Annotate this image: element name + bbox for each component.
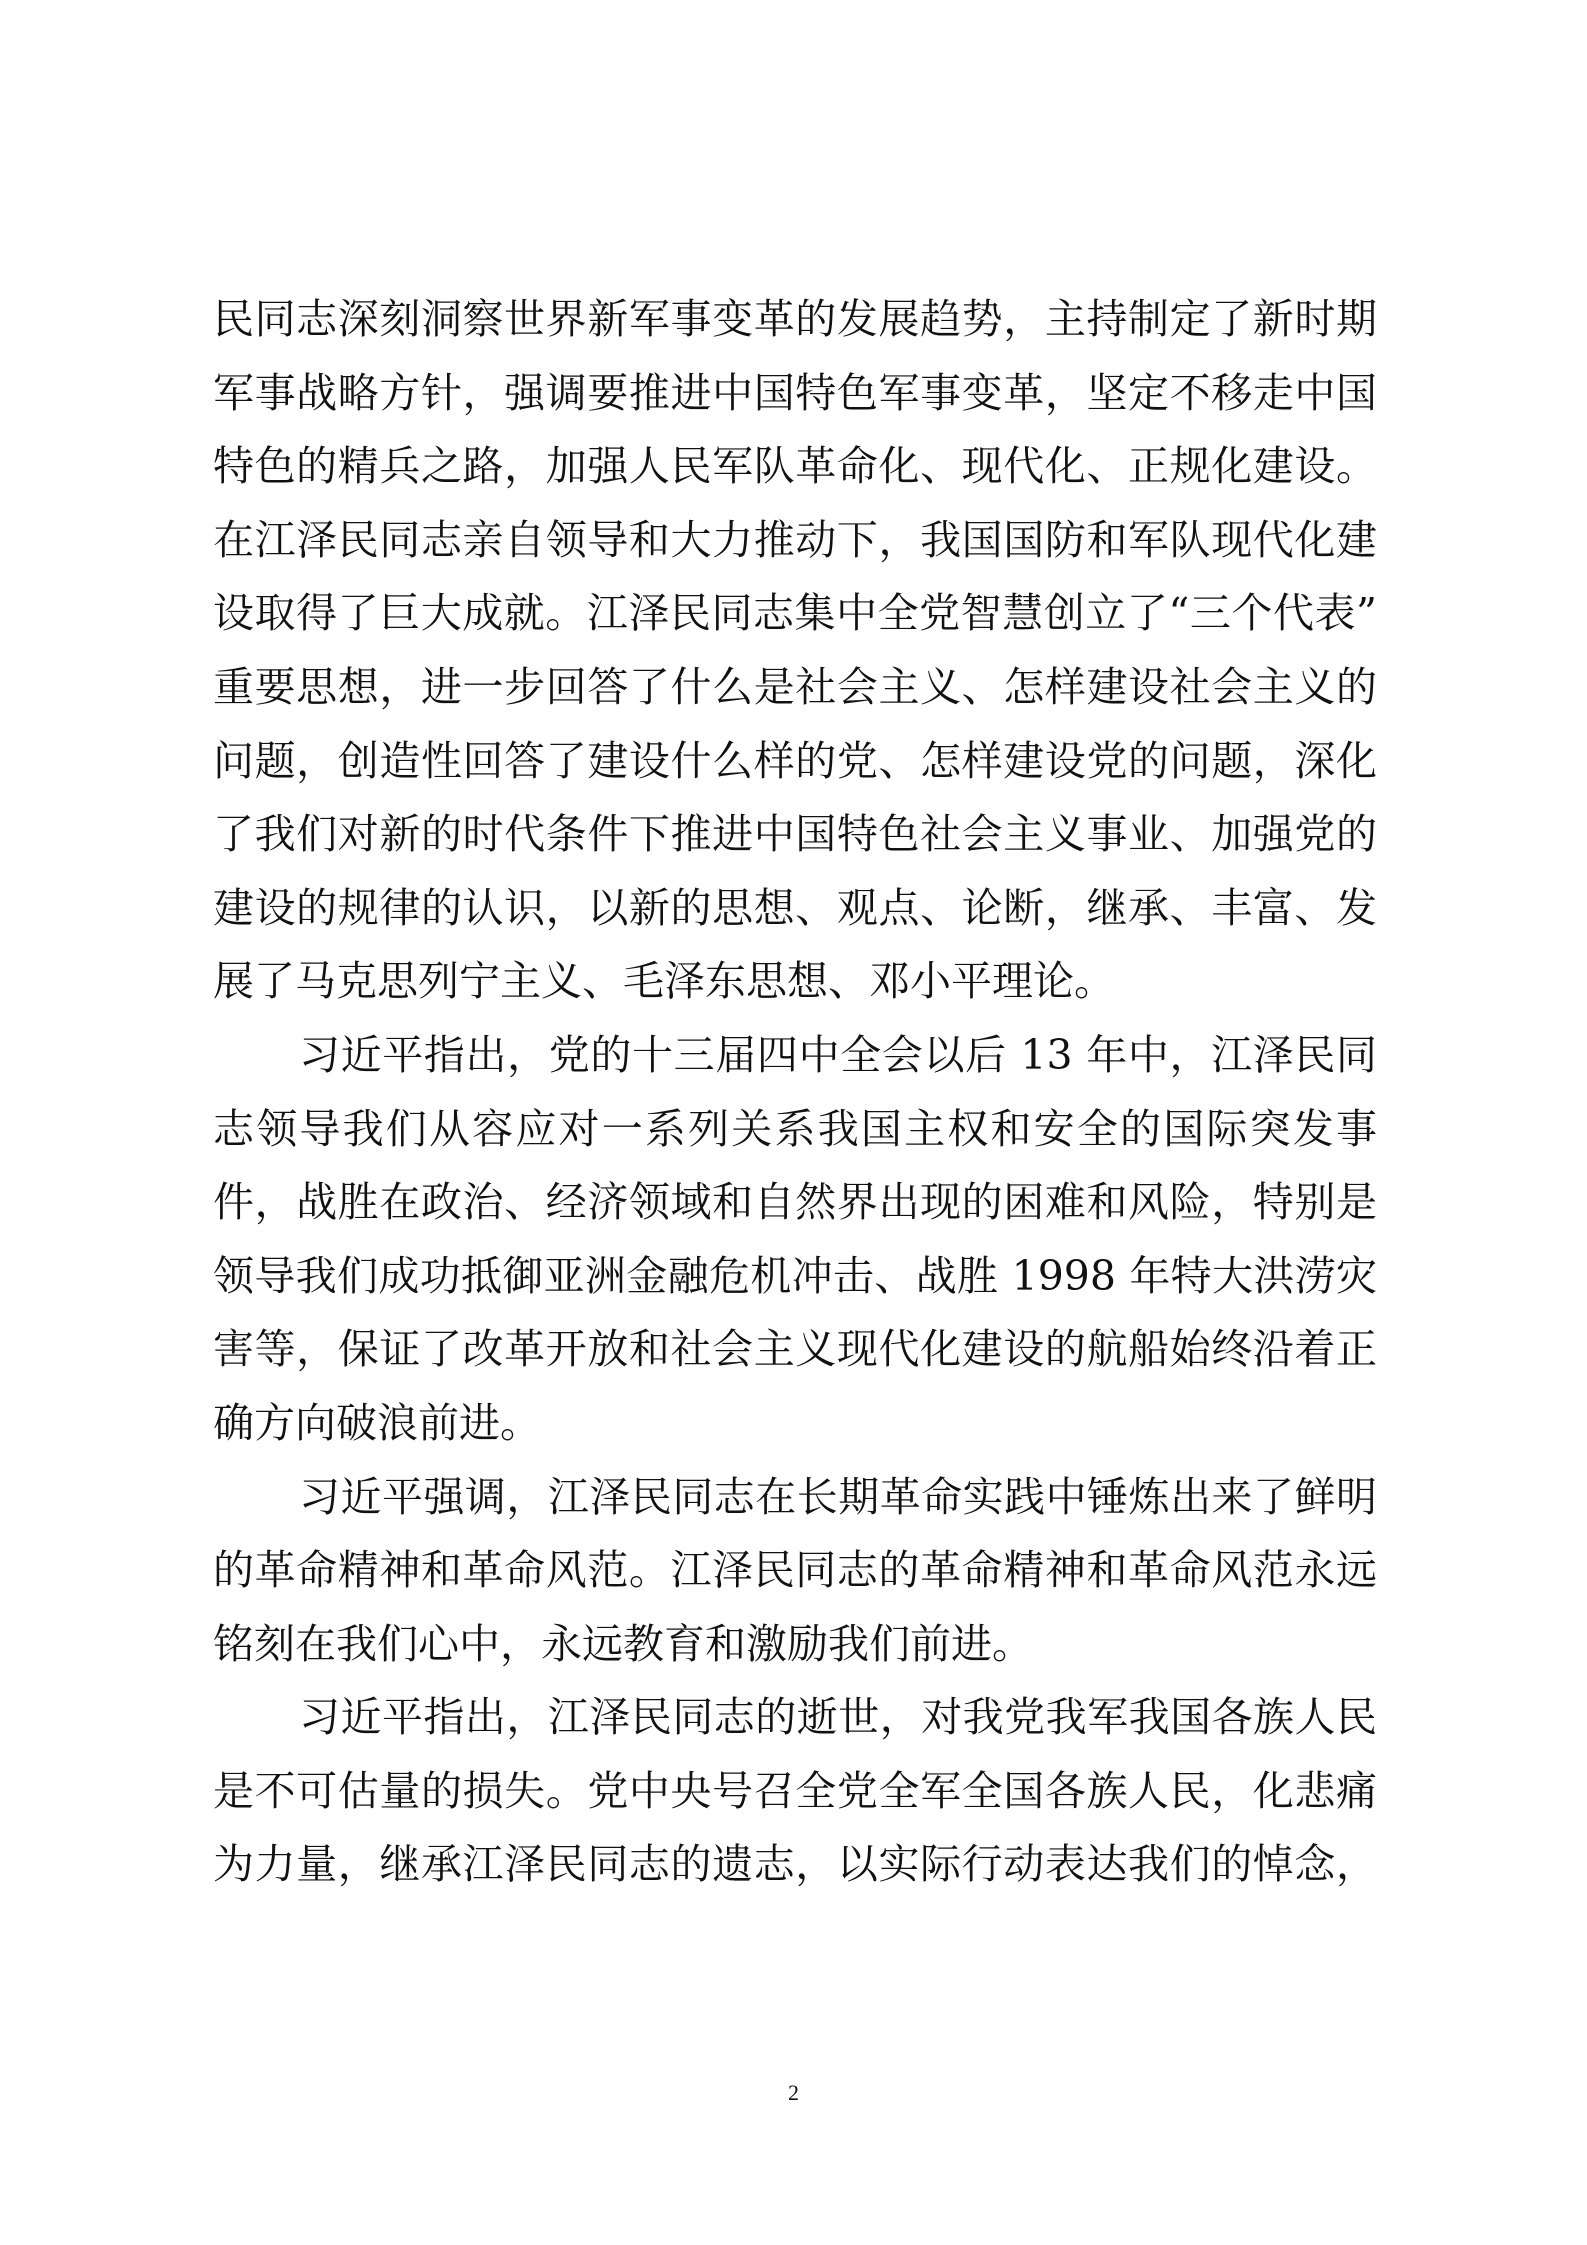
text-line: 问题，创造性回答了建设什么样的党、怎样建设党的问题，深化: [213, 736, 1377, 785]
text-line: 展了马克思列宁主义、毛泽东思想、邓小平理论。: [213, 957, 1115, 1006]
text-line: 铭刻在我们心中，永远教育和激励我们前进。: [213, 1619, 1033, 1668]
page-number: 2: [788, 2080, 799, 2105]
text-line: 民同志深刻洞察世界新军事变革的发展趋势，主持制定了新时期: [213, 295, 1377, 343]
text-line: 习近平指出，党的十三届四中全会以后 13 年中，江泽民同: [299, 1030, 1377, 1079]
text-line: 为力量，继承江泽民同志的遗志，以实际行动表达我们的悼念，: [213, 1840, 1377, 1889]
text-line: 在江泽民同志亲自领导和大力推动下，我国国防和军队现代化建: [213, 515, 1377, 564]
text-line: 重要思想，进一步回答了什么是社会主义、怎样建设社会主义的: [213, 662, 1377, 711]
text-line: 的革命精神和革命风范。江泽民同志的革命精神和革命风范永远: [213, 1546, 1377, 1595]
text-line: 件，战胜在政治、经济领域和自然界出现的困难和风险，特别是: [213, 1178, 1377, 1227]
paragraph-3: [213, 1461, 1377, 1682]
text-line: 军事战略方针，强调要推进中国特色军事变革，坚定不移走中国: [213, 368, 1377, 417]
text-line: 害等，保证了改革开放和社会主义现代化建设的航船始终沿着正: [213, 1325, 1377, 1374]
document-body: [213, 283, 1377, 1902]
text-line: 领导我们成功抵御亚洲金融危机冲击、战胜 1998 年特大洪涝灾: [213, 1251, 1377, 1300]
text-line: 志领导我们从容应对一系列关系我国主权和安全的国际突发事: [213, 1104, 1377, 1153]
text-line: 特色的精兵之路，加强人民军队革命化、现代化、正规化建设。: [213, 442, 1377, 491]
text-line: 确方向破浪前进。: [213, 1398, 541, 1447]
paragraph-1: [213, 283, 1377, 1019]
text-line: 是不可估量的损失。党中央号召全党全军全国各族人民，化悲痛: [213, 1766, 1377, 1815]
text-line: 建设的规律的认识，以新的思想、观点、论断，继承、丰富、发: [213, 883, 1377, 932]
paragraph-2: [213, 1019, 1377, 1461]
text-line: 设取得了巨大成就。江泽民同志集中全党智慧创立了“三个代表”: [213, 589, 1377, 638]
paragraph-4: [213, 1681, 1377, 1902]
text-line: 习近平指出，江泽民同志的逝世，对我党我军我国各族人民: [299, 1693, 1377, 1742]
text-line: 习近平强调，江泽民同志在长期革命实践中锤炼出来了鲜明: [299, 1472, 1377, 1521]
text-line: 了我们对新的时代条件下推进中国特色社会主义事业、加强党的: [213, 810, 1377, 859]
